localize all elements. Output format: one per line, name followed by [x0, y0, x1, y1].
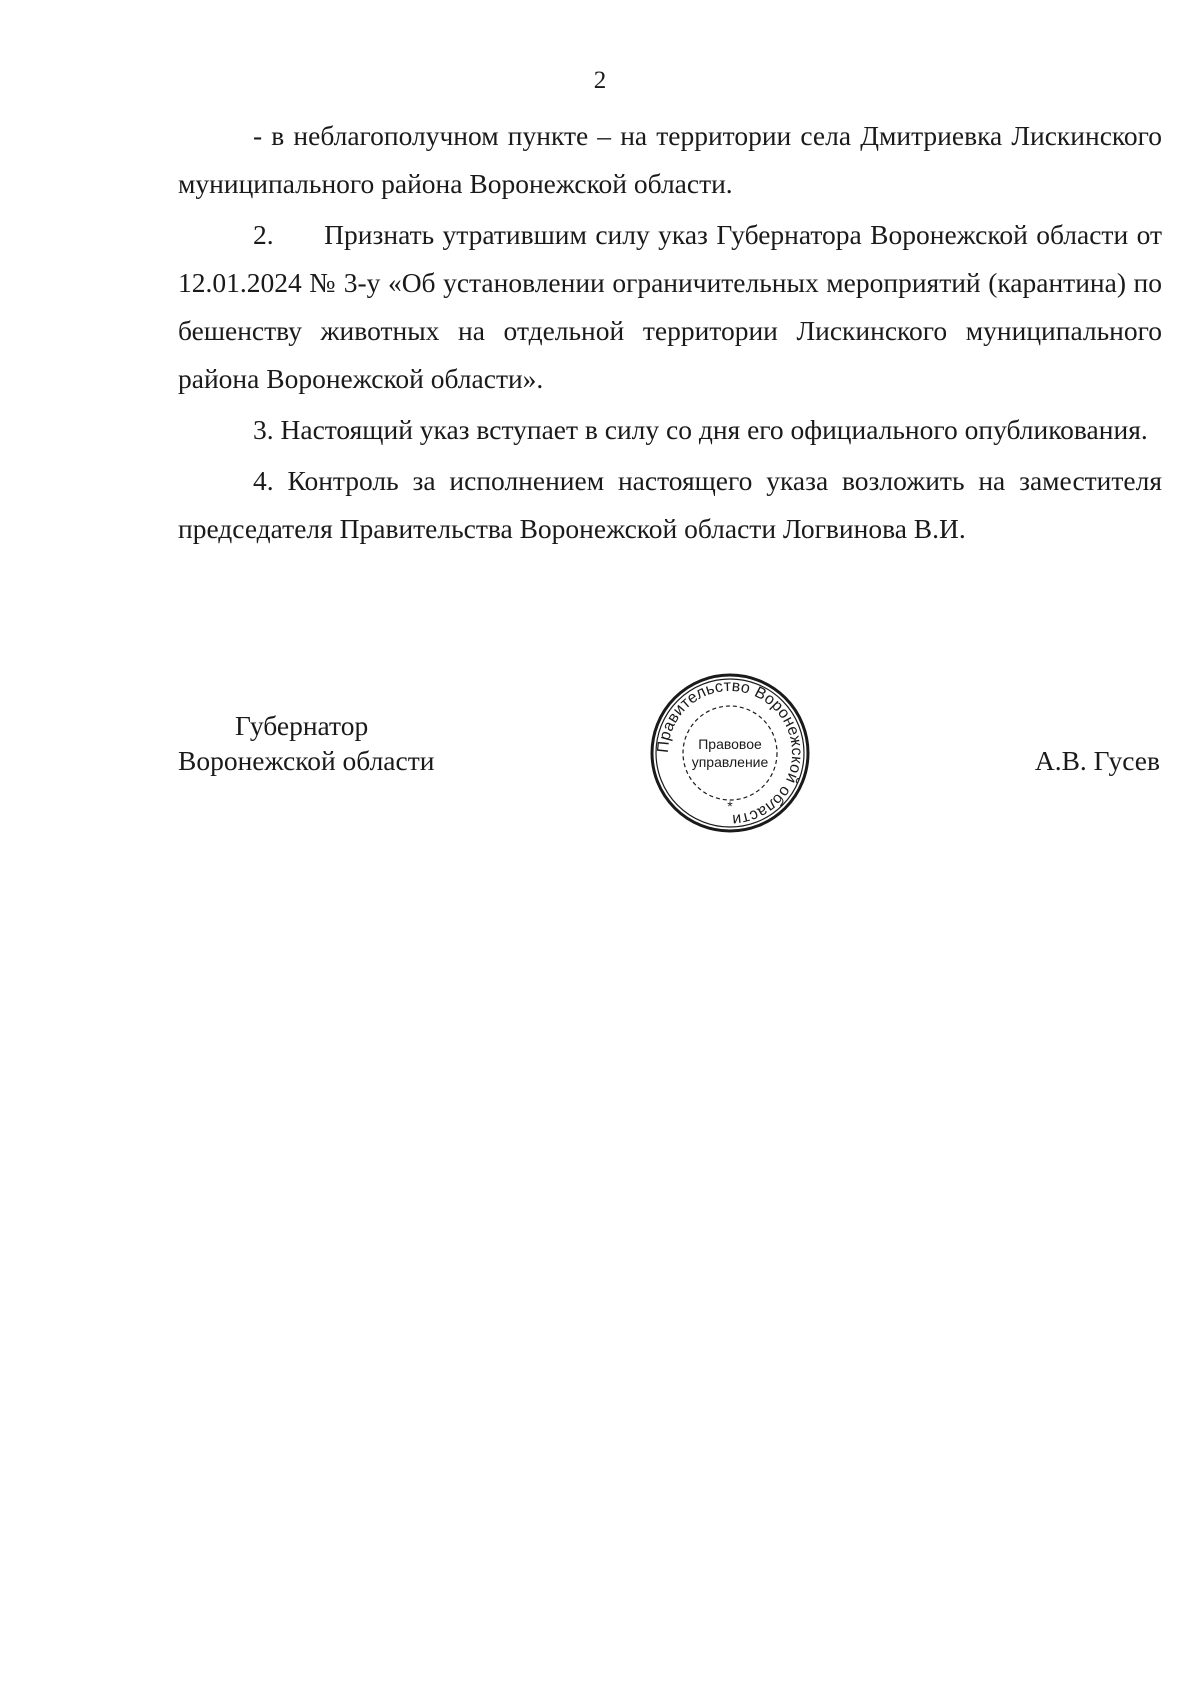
paragraph-4: 4. Контроль за исполнением настоящего указа возложить на заместителя председателя Правительства Воронежской области Логвинова В.И. — [178, 465, 1162, 544]
official-stamp — [649, 672, 811, 834]
stamp-ring-textpath: Правительство Воронежской области — [654, 677, 806, 829]
stamp-star: * — [727, 798, 733, 814]
stamp-center-line-2: управление — [691, 754, 769, 770]
paragraph-3: 3. Настоящий указ вступает в силу со дня его официального опубликования. — [253, 414, 1148, 445]
signatory-position-line-1: Губернатор — [235, 710, 369, 741]
stamp-seal-icon — [649, 672, 811, 834]
signatory-name: А.В. Гусев — [1034, 745, 1160, 776]
stamp-center-line-1: Правовое — [698, 736, 762, 752]
paragraph-2: 2. Признать утратившим силу указ Губернатора Воронежской области от 12.01.2024 № 3-у «Об установлении ограничительных мероприятий (карантина) по бешенству животных на отдельной территории Лискинского муниципального района Воронежской области». — [178, 219, 1162, 394]
signatory-position-line-2: Воронежской области — [178, 745, 435, 776]
signatory-position — [178, 708, 434, 778]
paragraph-1: - в неблагополучном пункте – на территории села Дмитриевка Лискинского муниципального района Воронежской области. — [178, 120, 1162, 199]
document-body — [178, 112, 1162, 556]
page-number: 2 — [593, 67, 607, 94]
